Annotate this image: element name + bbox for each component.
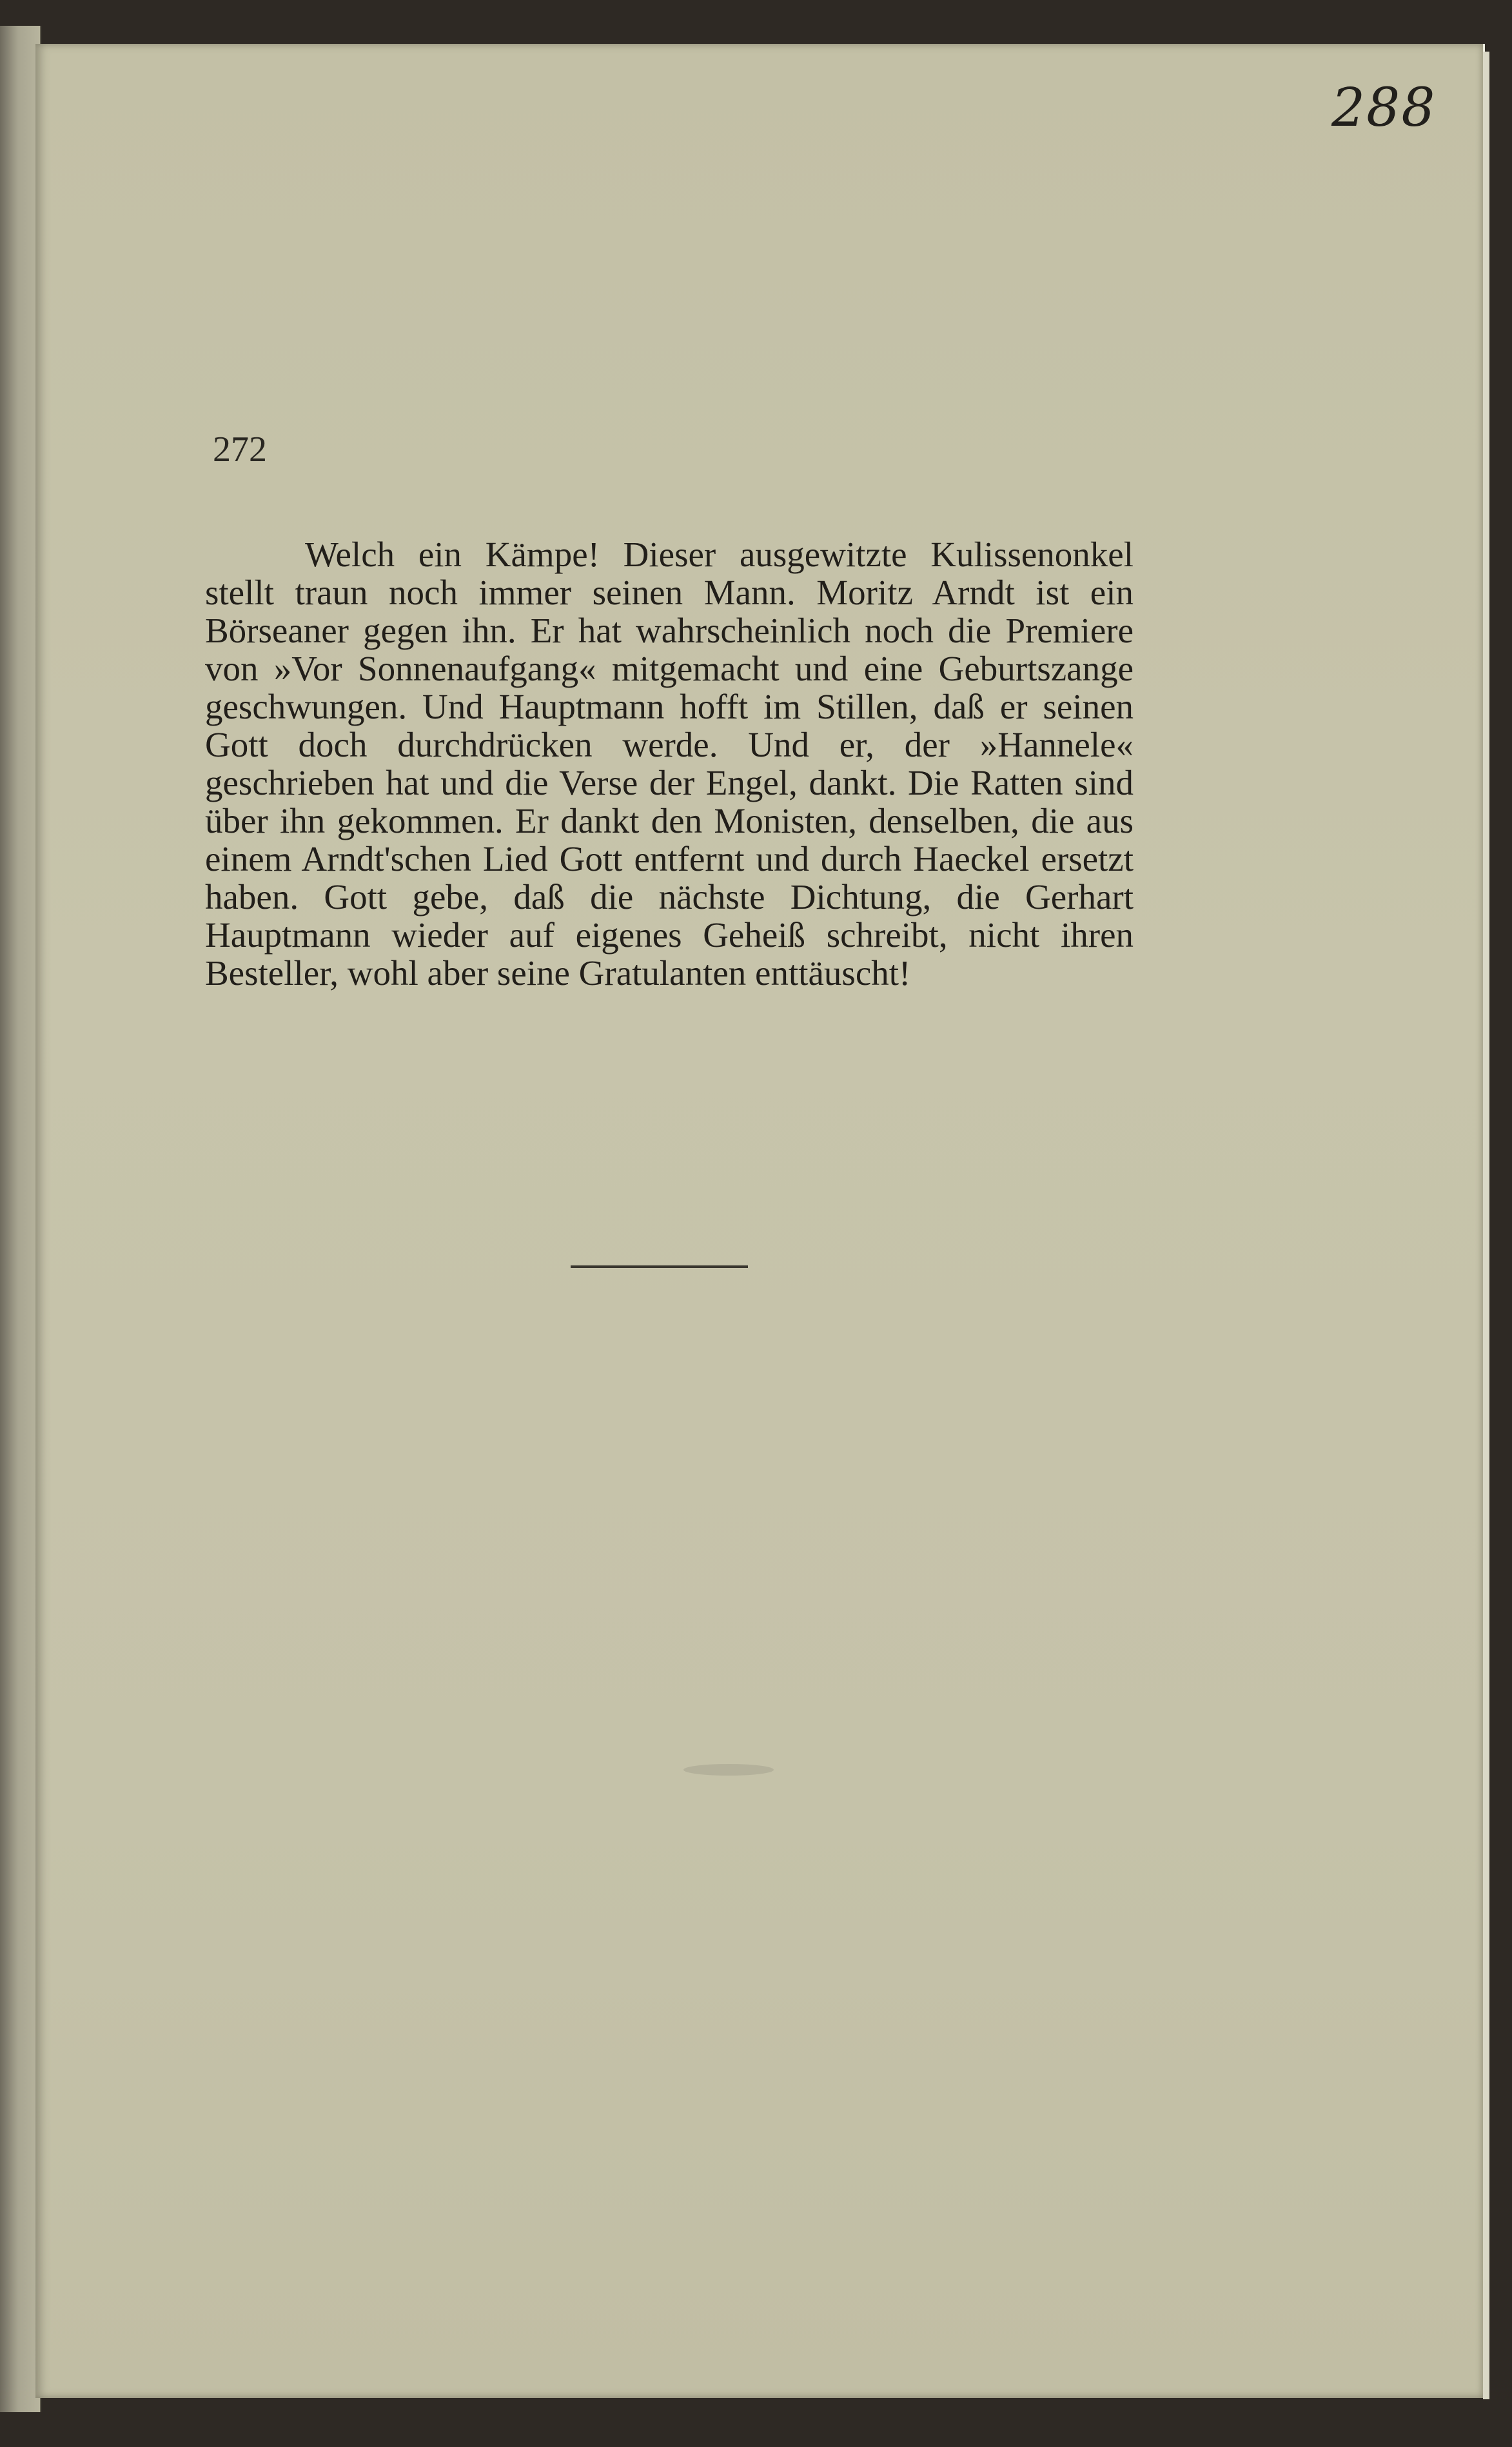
end-rule [571, 1265, 748, 1268]
handwritten-archive-number: 288 [1331, 77, 1437, 139]
page-stack-edge [1483, 52, 1489, 2399]
paper-stain [683, 1764, 774, 1776]
body-text-block [205, 535, 1134, 992]
page-number: 272 [213, 430, 267, 470]
body-paragraph: Welch ein Kämpe! Dieser ausgewitzte Kulissenonkel stellt traun noch immer seinen Mann. Moritz Arndt ist ein Börseaner gegen ihn. Er hat wahrscheinlich noch die Premiere von »Vor Sonnenaufgang« mitgemacht und eine Geburtszange geschwungen. Und Hauptmann hofft im Stillen, daß er seinen Gott doch durchdrücken werde. Und er, der »Hannele« geschrieben hat und die Verse der Engel, dankt. Die Ratten sind über ihn gekommen. Er dankt den Monisten, denselben, die aus einem Arndt'schen Lied Gott entfernt und durch Haeckel ersetzt haben. Gott gebe, daß die nächste Dichtung, die Gerhart Hauptmann wieder auf eigenes Geheiß schreibt, nicht ihren Besteller, wohl aber seine Gratulanten enttäuscht! [205, 535, 1134, 993]
page-sheet [35, 44, 1485, 2398]
